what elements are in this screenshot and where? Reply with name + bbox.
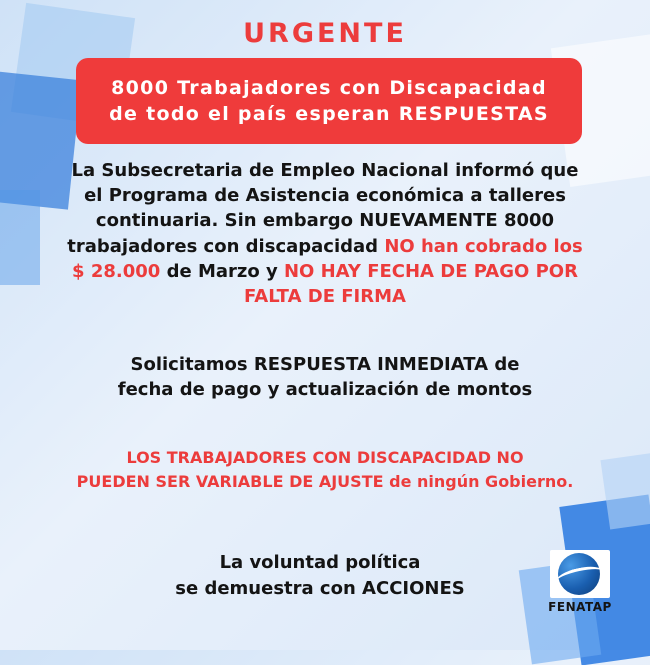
announcement-paragraph xyxy=(20,158,630,309)
text-line: PUEDEN SER VARIABLE DE AJUSTE de ningún Gobierno. xyxy=(76,472,574,491)
closing-paragraph xyxy=(100,550,540,602)
text-line: continuaria. Sin embargo NUEVAMENTE 8000 xyxy=(95,210,555,232)
urgent-title: URGENTE xyxy=(243,18,407,49)
fenatap-globe-icon xyxy=(550,550,610,598)
highlight-text: NO HAY FECHA DE PAGO POR xyxy=(283,260,578,282)
highlight-amount: $ 28.000 xyxy=(72,260,161,282)
text-line: La voluntad política xyxy=(219,552,421,573)
highlight-text: NO han cobrado los xyxy=(384,235,583,257)
highlight-line: FALTA DE FIRMA xyxy=(244,285,406,307)
text-line: se demuestra con ACCIONES xyxy=(175,578,465,600)
text-line: La Subsecretaria de Empleo Nacional informó que xyxy=(71,160,579,181)
banner-line: 8000 Trabajadores con Discapacidad xyxy=(111,76,547,99)
text-segment: de Marzo y xyxy=(160,260,284,282)
text-segment: trabajadores con discapacidad xyxy=(67,235,385,257)
text-line: el Programa de Asistencia económica a talleres xyxy=(84,185,566,207)
text-line: Solicitamos RESPUESTA INMEDIATA de xyxy=(130,354,520,375)
text-line: fecha de pago y actualización de montos xyxy=(117,379,533,401)
logo-text: FENATAP xyxy=(548,600,612,614)
request-paragraph xyxy=(20,352,630,402)
text-line xyxy=(20,259,630,284)
banner-line: de todo el país esperan RESPUESTAS xyxy=(109,103,549,125)
text-line xyxy=(20,234,630,259)
headline-banner xyxy=(76,58,582,144)
warning-paragraph xyxy=(10,446,640,494)
text-line: LOS TRABAJADORES CON DISCAPACIDAD NO xyxy=(126,448,524,467)
